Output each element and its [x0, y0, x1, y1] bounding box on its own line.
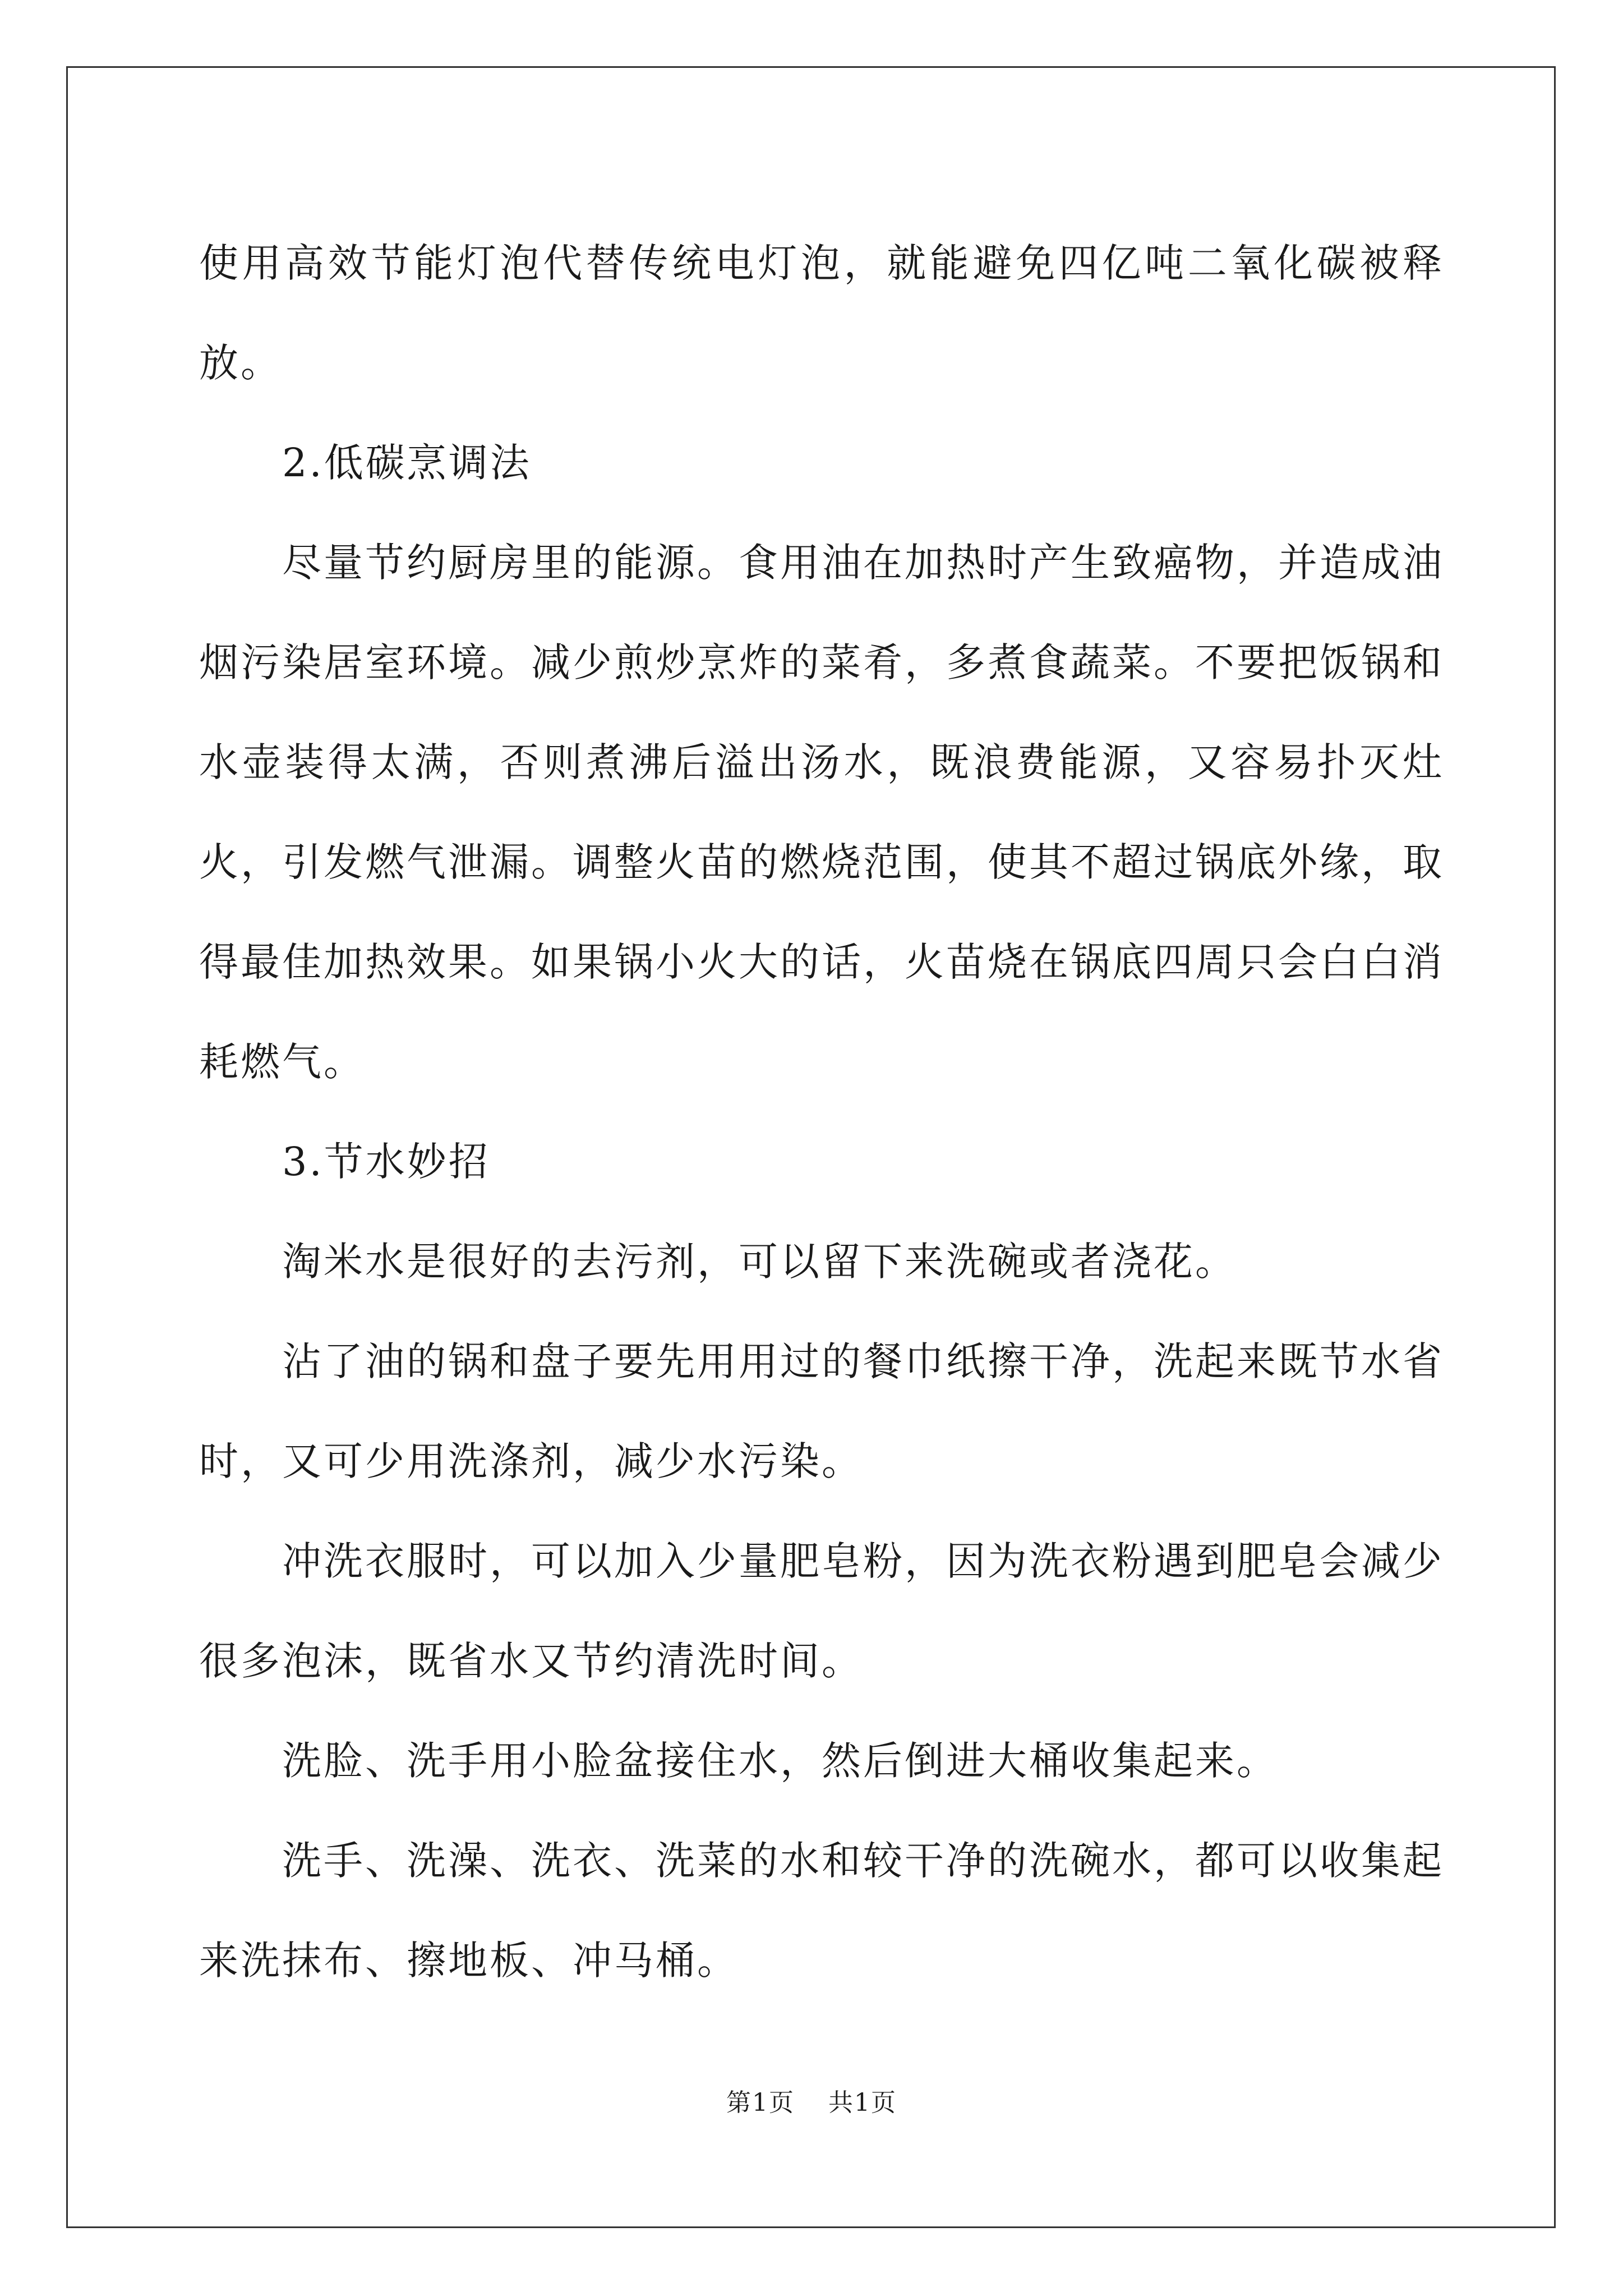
- paragraph-laundry: 冲洗衣服时，可以加入少量肥皂粉，因为洗衣粉遇到肥皂会减少很多泡沫，既省水又节约清洗时间。: [199, 1538, 1444, 1684]
- paragraph-kitchen-energy: 尽量节约厨房里的能源。食用油在加热时产生致癌物，并造成油烟污染居室环境。减少煎炒烹炸的菜肴，多煮食蔬菜。不要把饭锅和水壶装得太满，否则煮沸后溢出汤水，既浪费能源，又容易扑灭灶火，引发燃气泄漏。调整火苗的燃烧范围，使其不超过锅底外缘，取得最佳加热效果。如果锅小火大的话，火苗烧在锅底四周只会白白消耗燃气。: [199, 540, 1444, 1085]
- paragraph-energy-saving-bulbs: 使用高效节能灯泡代替传统电灯泡，就能避免四亿吨二氧化碳被释放。: [199, 240, 1444, 386]
- paragraph-basin-water: 洗脸、洗手用小脸盆接住水，然后倒进大桶收集起来。: [282, 1738, 1278, 1784]
- page-footer: [0, 2082, 1623, 2118]
- page-total: 共1页: [828, 2088, 897, 2117]
- heading-water-saving: 3.节水妙招: [282, 1139, 490, 1185]
- heading-low-carbon-cooking: 2.低碳烹调法: [282, 440, 532, 486]
- paragraph-rice-water: 淘米水是很好的去污剂，可以留下来洗碗或者浇花。: [282, 1239, 1237, 1285]
- paragraph-reuse-water: 洗手、洗澡、洗衣、洗菜的水和较干净的洗碗水，都可以收集起来洗抹布、擦地板、冲马桶。: [199, 1838, 1444, 1984]
- paragraph-greasy-dishes: 沾了油的锅和盘子要先用用过的餐巾纸擦干净，洗起来既节水省时，又可少用洗涤剂，减少水污染。: [199, 1338, 1444, 1484]
- document-body: [199, 213, 1444, 2010]
- page-number: 第1页: [726, 2088, 795, 2117]
